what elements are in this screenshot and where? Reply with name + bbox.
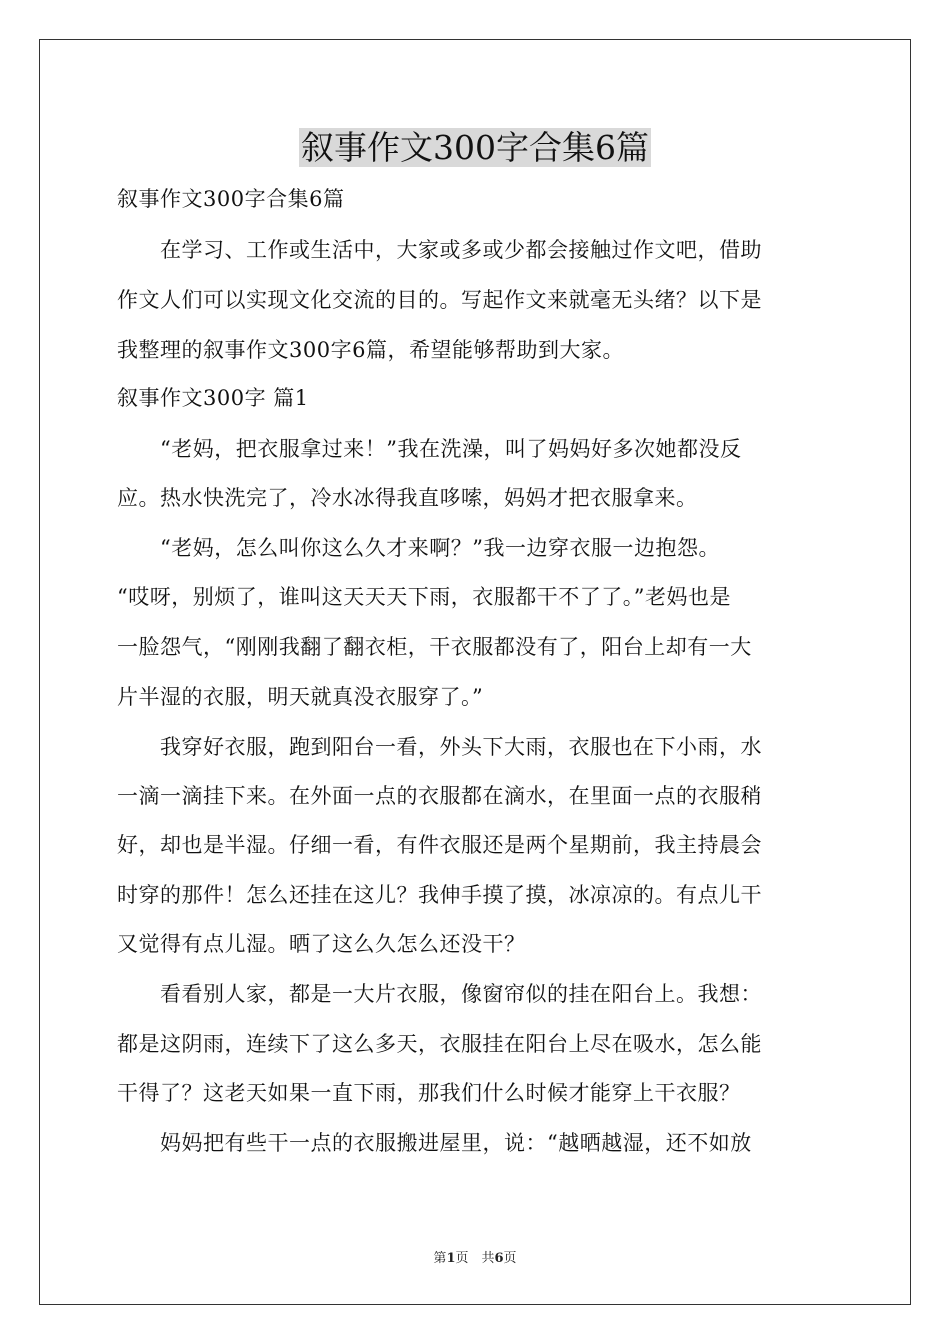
text-line: 时穿的那件！怎么还挂在这儿？我伸手摸了摸，冰凉凉的。有点儿干 xyxy=(117,883,762,907)
text-line: “老妈，怎么叫你这么久才来啊？”我一边穿衣服一边抱怨。 xyxy=(117,536,720,560)
footer-page-current: 1 xyxy=(446,1251,456,1266)
text-line: 妈妈把有些干一点的衣服搬进屋里，说：“越晒越湿，还不如放 xyxy=(117,1131,752,1155)
text-line: 干得了？这老天如果一直下雨，那我们什么时候才能穿上干衣服？ xyxy=(117,1081,741,1105)
footer-page-total: 6 xyxy=(494,1251,504,1266)
text-line: 看看别人家，都是一大片衣服，像窗帘似的挂在阳台上。我想： xyxy=(117,982,762,1006)
text-line: 应。热水快洗完了，冷水冰得我直哆嗦，妈妈才把衣服拿来。 xyxy=(117,486,698,510)
text-line: 在学习、工作或生活中，大家或多或少都会接触过作文吧，借助 xyxy=(117,238,762,262)
text-line: 叙事作文300字合集6篇 xyxy=(117,187,345,211)
text-line: 我穿好衣服，跑到阳台一看，外头下大雨，衣服也在下小雨，水 xyxy=(117,735,762,759)
footer-page-mid: 页 共 xyxy=(455,1251,495,1266)
document-title-text: 叙事作文300字合集6篇 xyxy=(301,128,649,167)
text-line: “老妈，把衣服拿过来！”我在洗澡，叫了妈妈好多次她都没反 xyxy=(117,437,742,461)
footer-page-suffix: 页 xyxy=(503,1251,517,1266)
page-border xyxy=(39,39,911,1305)
text-line: 都是这阴雨，连续下了这么多天，衣服挂在阳台上尽在吸水，怎么能 xyxy=(117,1032,762,1056)
text-line: “哎呀，别烦了，谁叫这天天天下雨，衣服都干不了了。”老妈也是 xyxy=(117,585,731,609)
text-line: 片半湿的衣服，明天就真没衣服穿了。” xyxy=(117,685,484,709)
text-line: 我整理的叙事作文300字6篇，希望能够帮助到大家。 xyxy=(117,338,624,362)
text-line: 一脸怨气，“刚刚我翻了翻衣柜，干衣服都没有了，阳台上却有一大 xyxy=(117,635,752,659)
page-footer xyxy=(0,1247,950,1266)
text-line: 作文人们可以实现文化交流的目的。写起作文来就毫无头绪？以下是 xyxy=(117,288,762,312)
footer-page-prefix: 第 xyxy=(433,1251,447,1266)
document-title xyxy=(0,126,950,170)
text-line: 一滴一滴挂下来。在外面一点的衣服都在滴水，在里面一点的衣服稍 xyxy=(117,784,762,808)
text-line: 好，却也是半湿。仔细一看，有件衣服还是两个星期前，我主持晨会 xyxy=(117,833,762,857)
text-line: 又觉得有点儿湿。晒了这么久怎么还没干？ xyxy=(117,932,526,956)
text-line: 叙事作文300字 篇1 xyxy=(117,386,309,410)
